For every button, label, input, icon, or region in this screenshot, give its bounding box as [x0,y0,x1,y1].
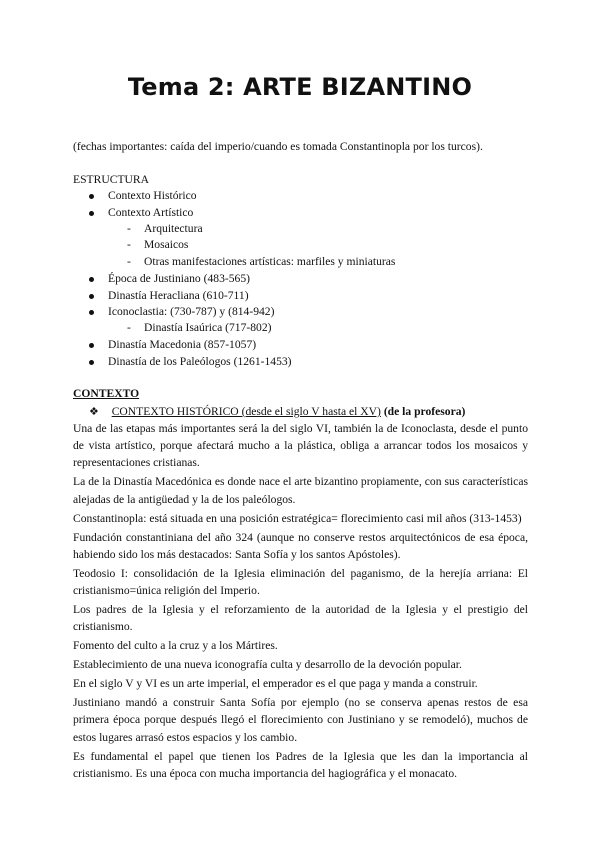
list-item: Contexto Artístico [108,206,194,219]
paragraph: Los padres de la Iglesia y el reforzamiento de la autoridad de la Iglesia y el prestigio del cristianismo. [73,603,528,634]
list-item: Dinastía de los Paleólogos (1261-1453) [108,355,292,368]
paragraph: Justiniano mandó a construir Santa Sofía por ejemplo (no se conserva apenas restos de esa primera época porque después llegó el florecimiento con Justiniano y se remodeló), muchos de estos lugares arrasó estos espacios y los cambio. [73,696,528,744]
paragraph: Fomento del culto a la cruz y a los Mártires. [73,639,278,653]
contexto-heading: CONTEXTO [73,387,140,400]
bullet-icon [89,211,94,216]
dash-icon: - [127,238,131,251]
dash-icon: - [127,222,131,235]
list-item: Dinastía Macedonia (857-1057) [108,338,257,351]
list-subitem: Dinastía Isaúrica (717-802) [144,321,272,334]
bullet-icon [89,294,94,299]
paragraph: Teodosio I: consolidación de la Iglesia eliminación del paganismo, de la herejía arriana: El cristianismo=única religión del Imperio. [73,566,528,598]
page-title: Tema 2: ARTE BIZANTINO [127,73,473,101]
paragraph: Constantinopla: está situada en una posición estratégica= florecimiento casi mil años (313-1453) [73,511,522,525]
important-dates-note: (fechas importantes: caída del imperio/cuando es tomada Constantinopla por los turcos). [73,140,483,153]
list-subitem: Mosaicos [144,238,189,251]
list-subitem: Arquitectura [144,222,203,235]
list-item: Iconoclastia: (730-787) y (814-942) [108,305,275,318]
paragraph: La de la Dinastía Macedónica es donde nace el arte bizantino propiamente, con sus características alejadas de la antigüedad y la de los paleólogos. [73,475,528,506]
contexto-body [73,420,528,784]
paragraph: En el siglo V y VI es un arte imperial, el emperador es el que paga y manda a construir. [73,677,478,691]
bullet-icon [89,360,94,365]
contexto-subheading [89,404,465,421]
paragraph: Una de las etapas más importantes será la del siglo VI, también la de Iconoclasta, desde el punto de vista artístico, porque afectará mucho a la plástica, obliga a arrancar todos los mosaicos y representaciones cristianas. [73,422,528,470]
dash-icon: - [127,321,131,334]
paragraph: Establecimiento de una nueva iconografía culta y desarrollo de la devoción popular. [73,658,462,672]
list-subitem: Otras manifestaciones artísticas: marfiles y miniaturas [144,255,396,268]
bullet-icon [89,343,94,348]
bullet-icon [89,310,94,315]
bullet-icon [89,194,94,199]
paragraph: Es fundamental el papel que tienen los Padres de la Iglesia que les dan la importancia al cristianismo. Es una época con mucha importancia del hagiográfica y el monacato. [73,749,528,780]
diamond-bullet-icon: ❖ [89,405,99,418]
subheading-title: CONTEXTO HISTÓRICO (desde el siglo V hasta el XV) [111,405,381,418]
dash-icon: - [127,255,131,268]
estructura-heading: ESTRUCTURA [73,173,150,186]
subheading-note: (de la profesora) [383,405,466,418]
bullet-icon [89,277,94,282]
list-item: Contexto Histórico [108,189,197,202]
list-item: Dinastía Heracliana (610-711) [108,289,249,302]
list-item: Época de Justiniano (483-565) [108,272,250,285]
paragraph: Fundación constantiniana del año 324 (aunque no conserve restos arquitectónicos de esa época, habiendo sido los más destacados: Santa Sofía y los santos Apóstoles). [73,530,528,561]
